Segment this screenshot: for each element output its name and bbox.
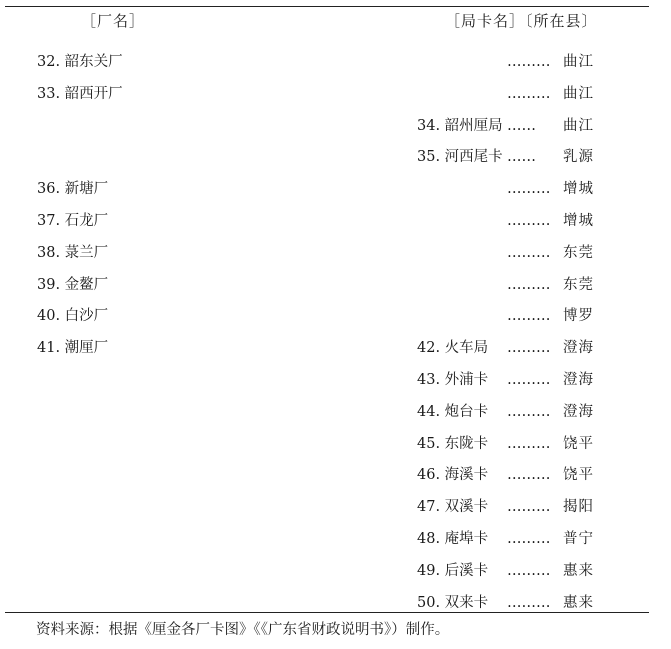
table-row xyxy=(5,205,649,237)
county-name: 惠来 xyxy=(563,562,594,579)
county-name: 惠来 xyxy=(563,594,594,611)
county-name: 曲江 xyxy=(563,54,594,70)
county-name: 曲江 xyxy=(563,117,594,134)
table-row xyxy=(5,523,649,555)
county-name: 澄海 xyxy=(563,340,594,357)
leader-dots: ……… xyxy=(507,435,551,452)
office-name: 48. 庵埠卡 xyxy=(417,531,489,547)
table-row xyxy=(5,269,649,301)
office-name: 44. 炮台卡 xyxy=(417,403,489,420)
county-name: 曲江 xyxy=(563,85,594,102)
factory-name: 38. 菉兰厂 xyxy=(37,244,109,261)
office-name: 34. 韶州厘局 xyxy=(417,117,503,134)
county-name: 饶平 xyxy=(563,467,594,484)
table-row xyxy=(5,173,649,205)
table-row xyxy=(5,491,649,523)
leader-dots: ……… xyxy=(507,594,551,611)
table-row xyxy=(5,237,649,269)
table-row xyxy=(5,300,649,332)
table-row xyxy=(5,332,649,364)
header-office-county: ［局卡名］〔所在县〕 xyxy=(445,12,598,30)
table-row xyxy=(5,459,649,491)
leader-dots: ……… xyxy=(507,531,551,547)
table-row xyxy=(5,46,649,78)
office-name: 50. 双来卡 xyxy=(417,594,489,611)
table-row xyxy=(5,587,649,619)
factory-name: 32. 韶东关厂 xyxy=(37,54,123,70)
county-name: 饶平 xyxy=(563,435,594,452)
office-name: 35. 河西尾卡 xyxy=(417,149,503,166)
leader-dots: ……… xyxy=(507,244,551,261)
county-name: 东莞 xyxy=(563,276,594,293)
office-name: 45. 东陇卡 xyxy=(417,435,489,452)
office-name: 49. 后溪卡 xyxy=(417,562,489,579)
leader-dots: ……… xyxy=(507,562,551,579)
factory-name: 39. 金鳌厂 xyxy=(37,276,109,293)
county-name: 东莞 xyxy=(563,244,594,261)
factory-name: 41. 潮厘厂 xyxy=(37,340,109,357)
leader-dots: ……… xyxy=(507,372,551,388)
table-row xyxy=(5,110,649,142)
county-name: 乳源 xyxy=(563,149,594,166)
office-name: 43. 外浦卡 xyxy=(417,372,489,388)
county-name: 澄海 xyxy=(563,372,594,388)
table-row xyxy=(5,555,649,587)
table-row xyxy=(5,141,649,173)
leader-dots: …… xyxy=(507,149,536,166)
factory-name: 36. 新塘厂 xyxy=(37,181,109,198)
office-name: 42. 火车局 xyxy=(417,340,489,357)
factory-name: 40. 白沙厂 xyxy=(37,308,109,325)
leader-dots: ……… xyxy=(507,85,551,102)
top-rule xyxy=(5,6,649,7)
table-row xyxy=(5,428,649,460)
leader-dots: ……… xyxy=(507,276,551,293)
leader-dots: ……… xyxy=(507,308,551,325)
leader-dots: ……… xyxy=(507,403,551,420)
leader-dots: ……… xyxy=(507,181,551,198)
table-row xyxy=(5,396,649,428)
county-name: 澄海 xyxy=(563,403,594,420)
header-factory: ［厂名］ xyxy=(81,12,146,30)
county-name: 增城 xyxy=(563,213,594,229)
county-name: 揭阳 xyxy=(563,499,594,516)
factory-name: 37. 石龙厂 xyxy=(37,213,109,229)
table-row xyxy=(5,364,649,396)
leader-dots: ……… xyxy=(507,467,551,484)
leader-dots: …… xyxy=(507,117,536,134)
table-row xyxy=(5,78,649,110)
office-name: 46. 海溪卡 xyxy=(417,467,489,484)
county-name: 增城 xyxy=(563,181,594,198)
leader-dots: ……… xyxy=(507,54,551,70)
bottom-rule xyxy=(5,612,649,613)
factory-name: 33. 韶西开厂 xyxy=(37,85,123,102)
office-name: 47. 双溪卡 xyxy=(417,499,489,516)
leader-dots: ……… xyxy=(507,213,551,229)
county-name: 博罗 xyxy=(563,308,594,325)
leader-dots: ……… xyxy=(507,340,551,357)
source-note: 资料来源：根据《厘金各厂卡图》《《广东省财政说明书》）制作。 xyxy=(36,622,450,638)
county-name: 普宁 xyxy=(563,531,594,547)
leader-dots: ……… xyxy=(507,499,551,516)
